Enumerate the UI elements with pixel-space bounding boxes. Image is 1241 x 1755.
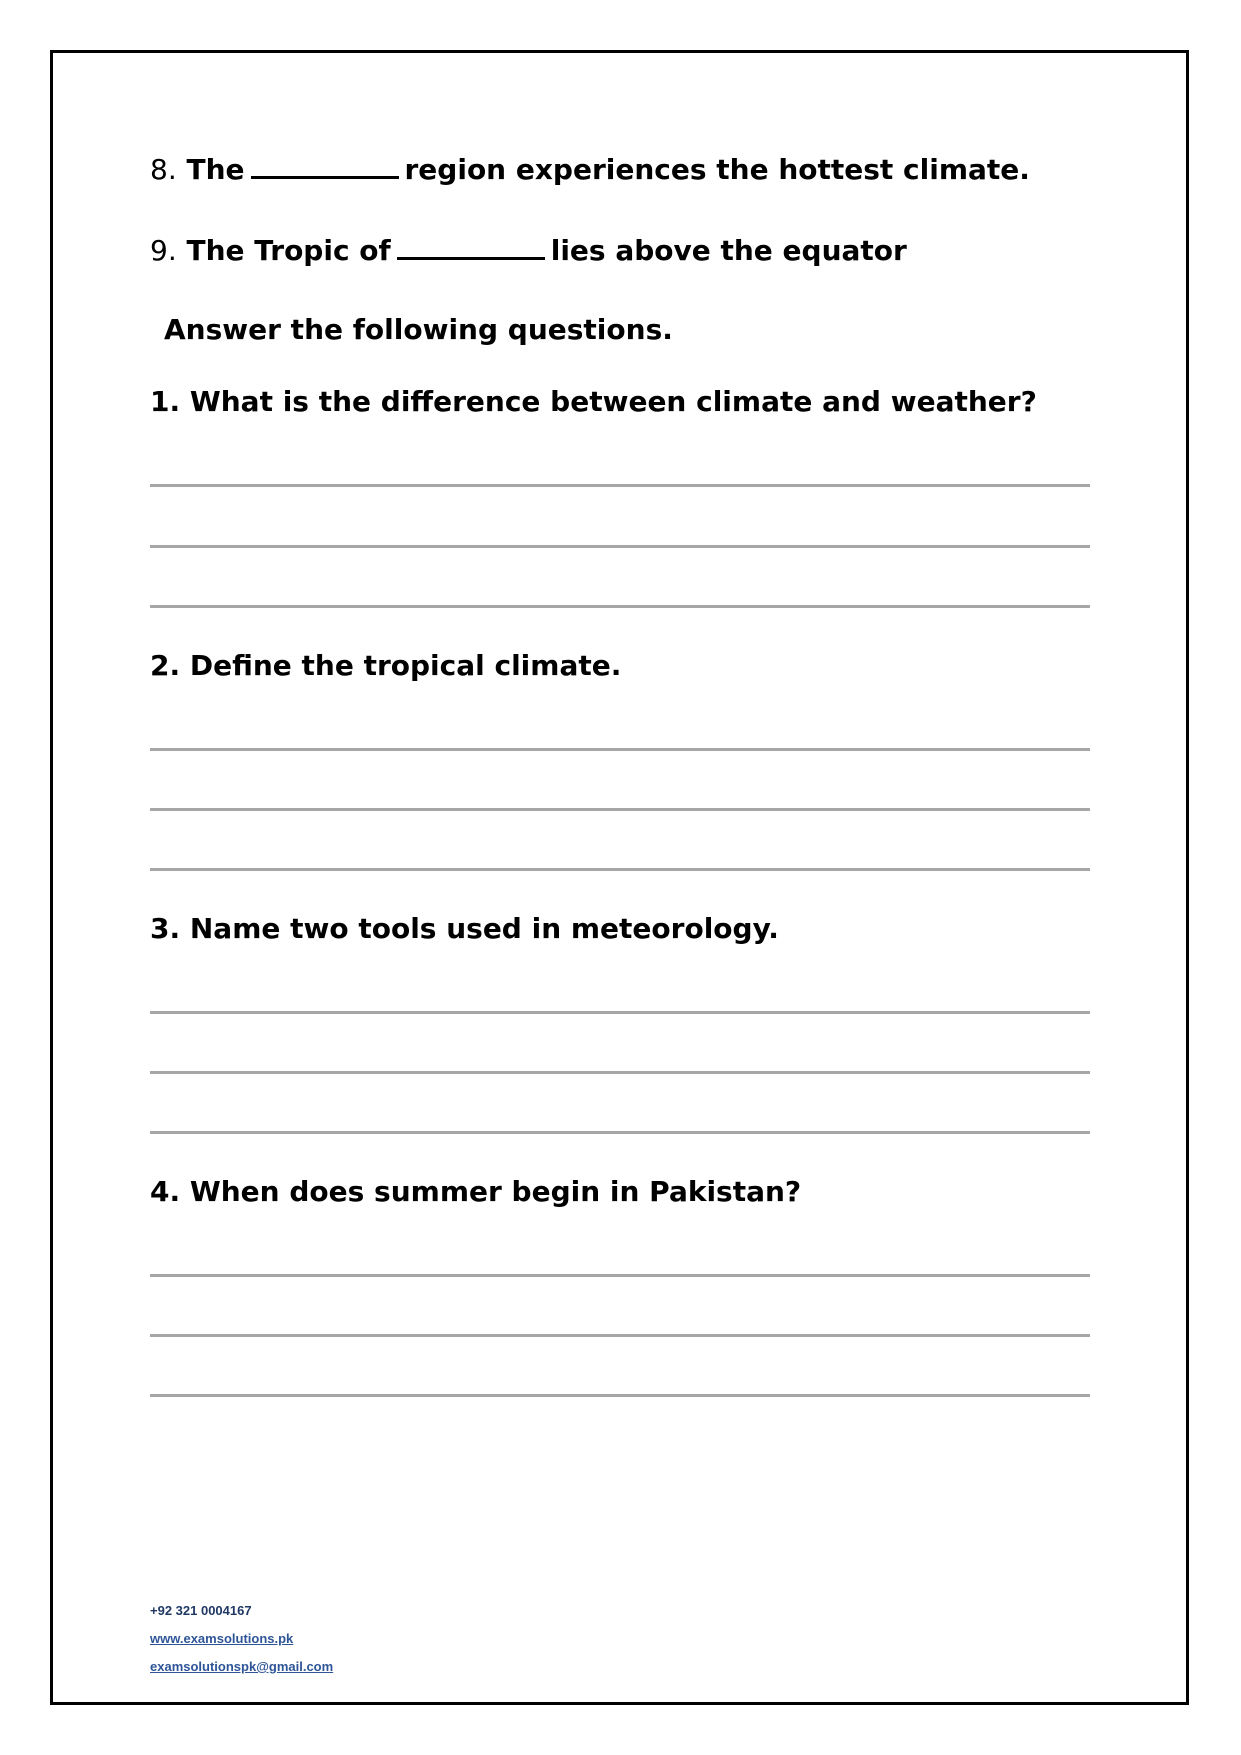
section-heading: Answer the following questions.: [164, 313, 673, 346]
question-number: 8.: [150, 153, 177, 186]
answer-line[interactable]: [150, 808, 1090, 811]
answer-line[interactable]: [150, 1394, 1090, 1397]
question-text-before: The: [186, 153, 245, 186]
answer-line[interactable]: [150, 1334, 1090, 1337]
answer-line[interactable]: [150, 545, 1090, 548]
footer-email-link[interactable]: examsolutionspk@gmail.com: [150, 1659, 334, 1674]
answer-line[interactable]: [150, 748, 1090, 751]
answer-line[interactable]: [150, 484, 1090, 487]
footer-phone: +92 321 0004167: [150, 1603, 252, 1618]
answer-line[interactable]: [150, 1071, 1090, 1074]
answer-line[interactable]: [150, 1131, 1090, 1134]
answer-line[interactable]: [150, 868, 1090, 871]
question-text-after: region experiences the hottest climate.: [404, 153, 1030, 186]
question-4: 4. When does summer begin in Pakistan?: [150, 1175, 802, 1208]
question-1: 1. What is the difference between climate and weather?: [150, 385, 1037, 418]
question-2: 2. Define the tropical climate.: [150, 649, 622, 682]
question-text-before: The Tropic of: [186, 234, 391, 267]
answer-line[interactable]: [150, 605, 1090, 608]
fill-blank-question-9: [150, 234, 907, 267]
answer-blank[interactable]: [397, 235, 545, 260]
question-number: 9.: [150, 234, 177, 267]
page-border: [50, 50, 1189, 1705]
question-3: 3. Name two tools used in meteorology.: [150, 912, 779, 945]
footer-website-link[interactable]: www.examsolutions.pk: [150, 1631, 294, 1646]
answer-line[interactable]: [150, 1274, 1090, 1277]
question-text-after: lies above the equator: [550, 234, 907, 267]
answer-line[interactable]: [150, 1011, 1090, 1014]
fill-blank-question-8: [150, 153, 1030, 186]
answer-blank[interactable]: [251, 154, 399, 179]
